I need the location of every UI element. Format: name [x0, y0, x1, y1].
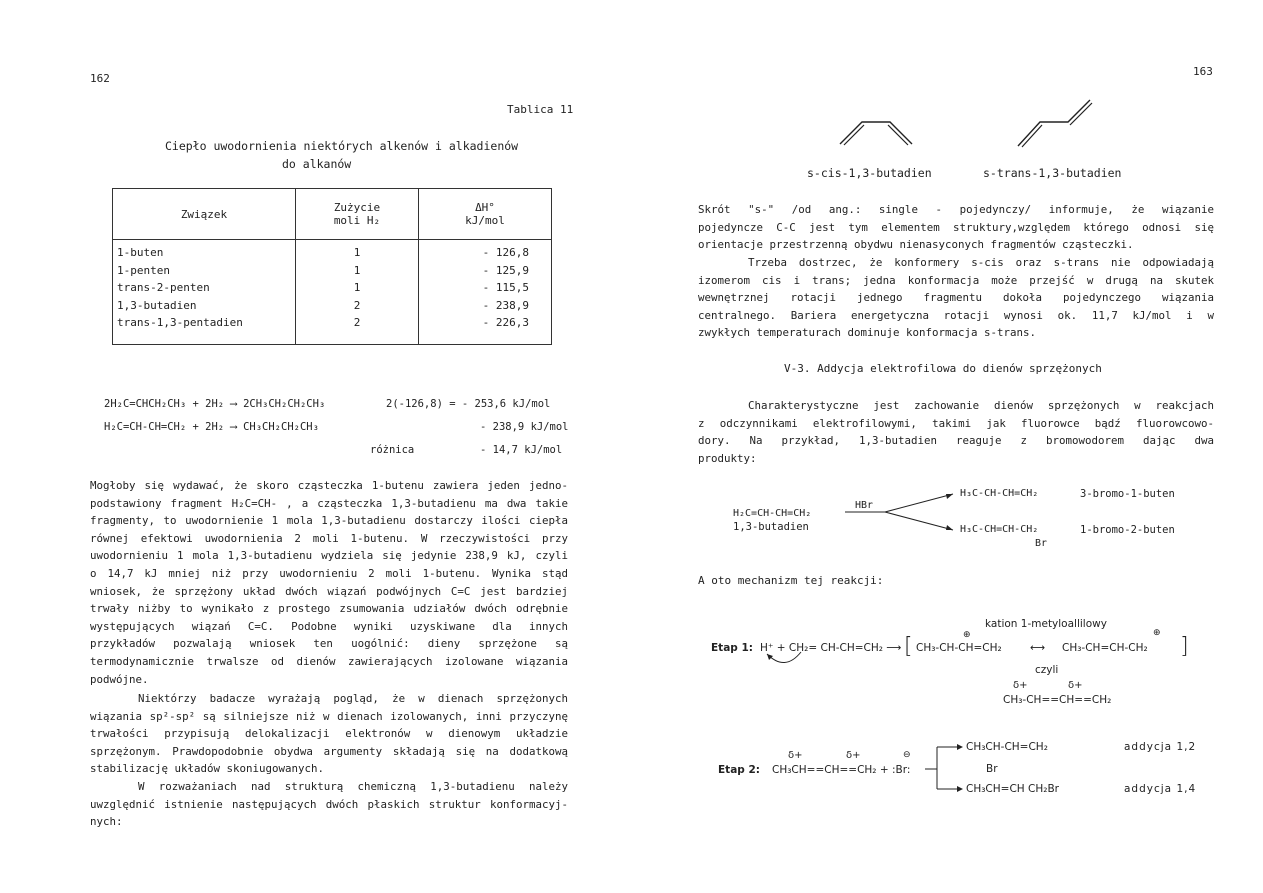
delta-plus-step2-b: δ+ — [846, 750, 861, 761]
curved-arrow-icon — [763, 648, 813, 670]
table-header-row — [113, 189, 552, 240]
product-2: H₃C-CH=CH-CH₂ — [960, 524, 1039, 535]
cation-label: kation 1-metyloallilowy — [985, 618, 1107, 630]
paragraph-delocalization: Niektórzy badacze wyrażają pogląd, że w dienach sprzężonych wiązania sp²-sp² są silniejsze niż w dienach izolowanych, inni przyczynę trwałości przypisują delokalizacji elektronów w dienowym układzie sprzężonym. Prawdopodobnie obydwa argumenty składają się na dodatkową stabilizację układów skoniugowanych. — [90, 692, 568, 776]
step2-product-1-bromine: Br — [986, 763, 998, 775]
plus-charge-a: ⊕ — [963, 630, 971, 640]
reaction-substrate-name: 1,3-butadien — [733, 521, 809, 533]
plus-charge-b: ⊕ — [1153, 628, 1161, 638]
allylic-hybrid: CH₃-CH==CH==CH₂ — [1003, 694, 1112, 706]
col-header-h2-moles: Zużycie moli H₂ — [296, 189, 419, 240]
page-number-right: 163 — [1193, 65, 1213, 78]
page-number-left: 162 — [90, 72, 110, 85]
right-bracket: ] — [1180, 634, 1189, 659]
paragraph-conformers: Trzeba dostrzec, że konformery s-cis oraz s-trans nie odpowiadają izomerom cis i trans; jedna konformacja może przejść w drugą na skutek wewnętrznej rotacji jednego fragmentu dokoła pojedynczego wiązania centralnego. Bariera energetyczna rotacji wynosi ok. 11,7 kJ/mol i w zwykłych temperaturach dominuje konformacja s-trans. — [698, 256, 1214, 340]
hydrogenation-table — [112, 188, 552, 345]
equation-1-value: 2(-126,8) = - 253,6 kJ/mol — [386, 398, 551, 410]
mechanism-intro: A oto mechanizm tej reakcji: — [698, 574, 884, 587]
s-cis-butadiene-structure — [820, 100, 930, 150]
product-1-name: 3-bromo-1-buten — [1080, 488, 1175, 500]
table-label: Tablica 11 — [507, 103, 574, 116]
difference-value: - 14,7 kJ/mol — [480, 444, 563, 456]
s-trans-label: s-trans-1,3-butadien — [983, 166, 1122, 180]
resonance-form-b: CH₃-CH=CH-CH₂ — [1062, 642, 1148, 654]
table-title-line2: do alkanów — [282, 157, 352, 171]
paragraph-conformations: W rozważaniach nad strukturą chemiczną 1,3-butadienu należy uwzględnić istnienie następujących dwóch płaskich struktur konformacyj- nych: — [90, 780, 568, 829]
reaction-substrate: H₂C=CH-CH=CH₂ — [733, 508, 812, 519]
dh-cell: - 126,8 - 125,9 - 115,5 - 238,9 - 226,3 — [419, 240, 552, 345]
reaction-arrows — [845, 490, 955, 535]
or-label: czyli — [1035, 664, 1059, 676]
h2-cell: 1 1 1 2 2 — [296, 240, 419, 345]
s-trans-butadiene-structure — [1010, 100, 1100, 150]
paragraph-electrophilic: Charakterystyczne jest zachowanie dienów sprzężonych w reakcjach z odczynnikami elektrofilowymi, takimi jak fluorowce bądź fluorowcowo- dory. Na przykład, 1,3-butadien reaguje z bromowodorem dając dwa produkty: — [698, 399, 1214, 465]
col-header-dh: ΔH° kJ/mol — [419, 189, 552, 240]
table-body-row — [113, 240, 552, 345]
addition-1-4-label: addycja 1,4 — [1124, 783, 1197, 795]
paragraph-s-prefix: Skrót "s-" /od ang.: single - pojedynczy/ informuje, że wiązanie pojedyncze C-C jest tym elementem struktury,względem którego odnosi się orientacje przestrzenną obydwu nienasyconych fragmentów cząsteczki. — [698, 203, 1214, 252]
compound-cell: 1-buten 1-penten trans-2-penten 1,3-butadien trans-1,3-pentadien — [113, 240, 296, 345]
difference-label: różnica — [370, 444, 415, 456]
step1-reactants: H⁺ + CH₂= CH-CH=CH₂ ⟶ — [760, 642, 902, 654]
resonance-arrow: ⟷ — [1030, 642, 1046, 654]
minus-charge: ⊖ — [903, 750, 911, 760]
paragraph-hydrogenation: Mogłoby się wydawać, że skoro cząsteczka 1-butenu zawiera jeden jedno- podstawiony fragment H₂C=CH- , a cząsteczka 1,3-butadienu ma dwa takie fragmenty, to uwodornienie 1 mola 1,3-butadienu dostarczy ilości ciepła równej efektowi uwodornienia 2 moli 1-butenu. W rzeczywistości przy uwodornieniu 1 mola 1,3-butadienu wydziela się jedynie 238,9 kJ, czyli o 14,7 kJ mniej niż przy uwodornieniu 2 moli 1-butenu. Wynika stąd wniosek, że sprzężony układ dwóch wiązań podwójnych C=C jest bardziej trwały niżby to wynikało z prostego zsumowania udziałów dwóch odrębnie występujących wiązań C=C. Podobne wyniki uzyskiwane dla innych przykładów pozwalają wniosek ten uogólnić: dieny sprzężone są termodynamicznie trwalsze od dienów zawierających izolowane wiązania podwójne. — [90, 479, 568, 686]
step1-label: Etap 1: — [711, 642, 753, 654]
reaction-reagent: HBr — [855, 500, 874, 511]
addition-1-2-label: addycja 1,2 — [1124, 741, 1197, 753]
product-1: H₃C-CH-CH=CH₂ — [960, 488, 1039, 499]
resonance-form-a: CH₃-CH-CH=CH₂ — [916, 642, 1002, 654]
step2-label: Etap 2: — [718, 764, 760, 776]
left-bracket: [ — [904, 634, 913, 659]
equation-1: 2H₂C=CHCH₂CH₃ + 2H₂ ⟶ 2CH₃CH₂CH₂CH₃ — [104, 398, 326, 410]
col-header-compound: Związek — [113, 189, 296, 240]
step2-branch-arrows — [925, 745, 965, 795]
equation-2-value: - 238,9 kJ/mol — [480, 421, 569, 433]
s-cis-label: s-cis-1,3-butadien — [807, 166, 932, 180]
product-2-bromine: Br — [1035, 538, 1048, 549]
step2-product-1: CH₃CH-CH=CH₂ — [966, 741, 1048, 753]
section-heading: V-3. Addycja elektrofilowa do dienów sprzężonych — [784, 362, 1102, 375]
equation-2: H₂C=CH-CH=CH₂ + 2H₂ ⟶ CH₃CH₂CH₂CH₃ — [104, 421, 319, 433]
delta-plus-1: δ+ — [1013, 680, 1028, 691]
product-2-name: 1-bromo-2-buten — [1080, 524, 1175, 536]
step2-product-2: CH₃CH=CH CH₂Br — [966, 783, 1059, 795]
delta-plus-4: δ+ — [1068, 680, 1083, 691]
table-title-line1: Ciepło uwodornienia niektórych alkenów i alkadienów — [165, 139, 519, 153]
delta-plus-step2-a: δ+ — [788, 750, 803, 761]
step2-reactants: CH₃CH==CH==CH₂ + :Br: — [772, 764, 911, 776]
